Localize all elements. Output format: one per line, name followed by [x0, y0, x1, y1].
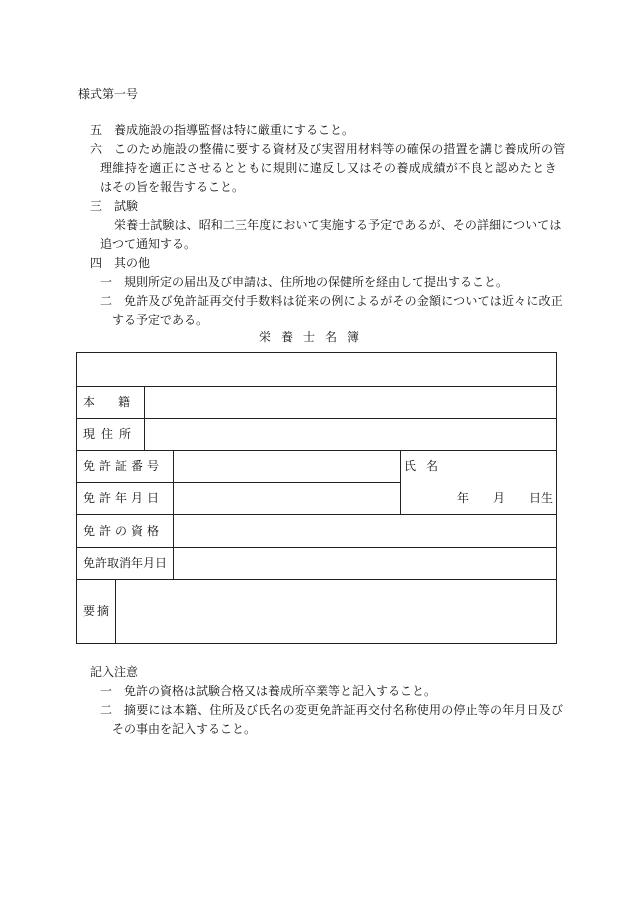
note-1-text: 免許の資格は試験合格又は養成所卒業等と記入すること。 — [124, 684, 437, 698]
notes-title: 記入注意 — [90, 665, 139, 679]
birth-year-label: 年 — [457, 491, 470, 505]
item-4-sub-2-line-2: する予定である。 — [112, 313, 209, 327]
registry-table — [76, 352, 557, 644]
registry-title: 栄養士名簿 — [259, 330, 370, 344]
birth-month-label: 月 — [493, 491, 506, 505]
row-divider — [77, 386, 556, 387]
item-5-number: 五 — [90, 123, 103, 137]
genjusho-label: 現住所 — [83, 427, 138, 441]
tekiyo-label: 要摘 — [83, 604, 112, 618]
row-divider — [77, 450, 556, 451]
menkyo-shikaku-label: 免許の資格 — [83, 524, 164, 538]
item-3-line-1: 栄養士試験は、昭和二三年度において実施する予定であるが、その詳細については — [114, 218, 562, 232]
menkyo-nengappi-label: 免許年月日 — [83, 491, 164, 505]
torikeshi-label: 免許取消年月日 — [83, 556, 168, 570]
menkyo-bango-label: 免許証番号 — [83, 459, 164, 473]
item-3-line-2: 追つて通知する。 — [100, 237, 197, 251]
item-6-line-2: 理維持を適正にさせるとともに規則に違反し又はその養成成績が不良と認めたとき — [100, 161, 557, 175]
honseki-label: 本籍 — [83, 395, 154, 409]
item-6-line-1: このため施設の整備に要する資材及び実習用材料等の確保の措置を講じ養成所の管 — [114, 142, 566, 156]
birth-day-label: 日生 — [529, 491, 554, 505]
item-6-number: 六 — [90, 142, 103, 156]
item-5-text: 養成施設の指導監督は特に厳重にすること。 — [114, 123, 355, 137]
item-4-heading: 其の他 — [114, 256, 151, 270]
column-divider — [115, 579, 116, 643]
item-4-sub-2-line-1: 免許及び免許証再交付手数料は従来の例によるがその金額については近々に改正 — [124, 294, 563, 308]
row-divider — [77, 579, 556, 580]
note-2-line-1: 摘要には本籍、住所及び氏名の変更免許証再交付名称使用の停止等の年月日及び — [124, 703, 564, 717]
item-6-line-3: はその旨を報告すること。 — [100, 180, 245, 194]
row-divider — [77, 482, 400, 483]
column-divider — [400, 450, 401, 514]
row-divider — [77, 514, 556, 515]
item-4-number: 四 — [90, 256, 103, 270]
item-4-sub-1-number: 一 — [100, 275, 113, 289]
note-1-number: 一 — [100, 684, 113, 698]
shimei-label: 氏名 — [404, 459, 449, 473]
item-3-heading: 試験 — [114, 199, 139, 213]
row-divider — [77, 547, 556, 548]
item-3-number: 三 — [90, 199, 103, 213]
column-divider — [173, 450, 174, 579]
form-number: 様式第一号 — [78, 87, 139, 101]
note-2-line-2: その事由を記入すること。 — [112, 722, 257, 736]
item-4-sub-1-text: 規則所定の届出及び申請は、住所地の保健所を経由して提出すること。 — [124, 275, 509, 289]
row-divider — [77, 418, 556, 419]
item-4-sub-2-number: 二 — [100, 294, 113, 308]
note-2-number: 二 — [100, 703, 113, 717]
